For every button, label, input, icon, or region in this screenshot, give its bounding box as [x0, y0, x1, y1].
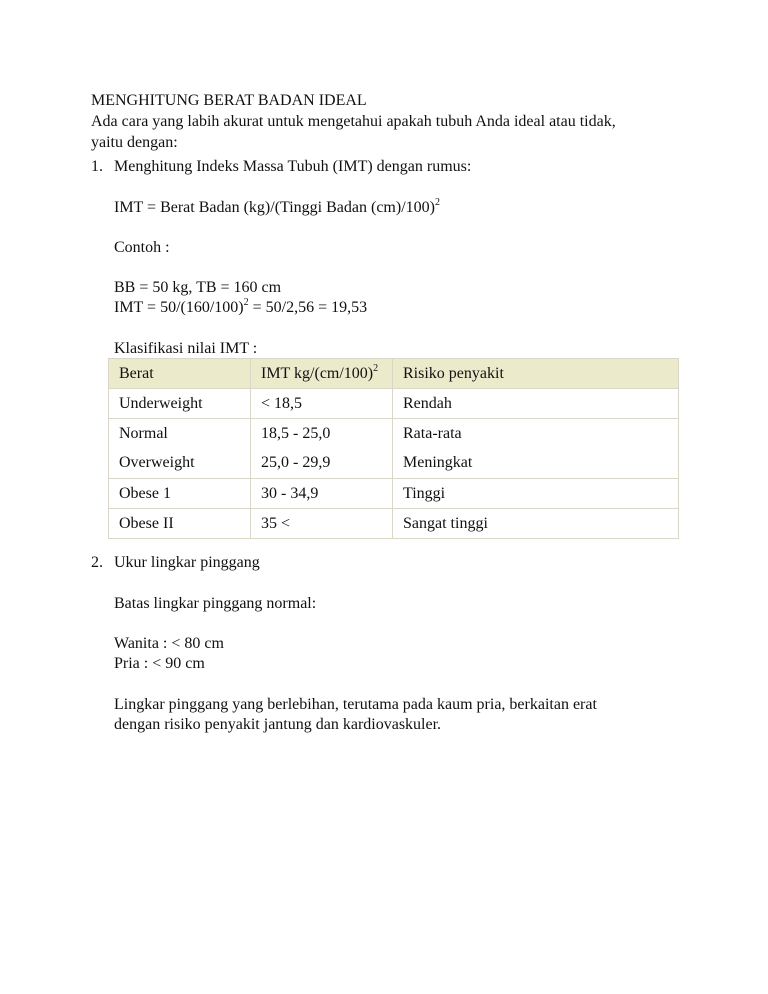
intro-line-2: yaitu dengan: — [91, 134, 178, 151]
table-row — [109, 479, 679, 509]
table-cell: Rata-rata — [393, 419, 679, 449]
table-cell: Underweight — [109, 389, 251, 419]
table-cell: Sangat tinggi — [393, 509, 679, 539]
formula-text: IMT = Berat Badan (kg)/(Tinggi Badan (cm)/100) — [114, 199, 435, 216]
table-cell: Obese II — [109, 509, 251, 539]
table-cell: 25,0 - 29,9 — [251, 449, 393, 479]
list-number-2: 2. — [91, 554, 103, 571]
example-line-1: BB = 50 kg, TB = 160 cm — [114, 279, 282, 296]
imt-classification-table — [108, 358, 679, 539]
classification-label: Klasifikasi nilai IMT : — [114, 340, 258, 357]
example-calc-pre: IMT = 50/(160/100) — [114, 299, 244, 316]
table-cell: Overweight — [109, 449, 251, 479]
example-calc-post: = 50/2,56 = 19,53 — [248, 299, 368, 316]
imt-formula — [114, 198, 440, 218]
table-cell: Tinggi — [393, 479, 679, 509]
example-calc-exponent: 2 — [243, 297, 249, 308]
table-row — [109, 449, 679, 479]
table-header-row — [109, 359, 679, 389]
header-imt — [251, 359, 393, 389]
step2-heading: Ukur lingkar pinggang — [114, 554, 260, 571]
intro-line-1: Ada cara yang labih akurat untuk mengetahui apakah tubuh Anda ideal atau tidak, — [91, 113, 616, 130]
header-imt-text: IMT kg/(cm/100) — [261, 364, 374, 382]
formula-exponent: 2 — [434, 197, 440, 208]
table-cell: < 18,5 — [251, 389, 393, 419]
table-row — [109, 389, 679, 419]
table-cell: 35 < — [251, 509, 393, 539]
table-row — [109, 419, 679, 449]
table-cell: 30 - 34,9 — [251, 479, 393, 509]
table-cell: Meningkat — [393, 449, 679, 479]
waist-note-line-1: Lingkar pinggang yang berlebihan, terutama pada kaum pria, berkaitan erat — [114, 696, 597, 713]
example-label: Contoh : — [114, 239, 170, 256]
header-imt-exponent: 2 — [373, 362, 379, 374]
header-risiko: Risiko penyakit — [393, 359, 679, 389]
waist-note-line-2: dengan risiko penyakit jantung dan kardiovaskuler. — [114, 716, 442, 733]
step1-heading: Menghitung Indeks Massa Tubuh (IMT) dengan rumus: — [114, 158, 472, 175]
page-title: MENGHITUNG BERAT BADAN IDEAL — [91, 92, 367, 109]
header-berat: Berat — [109, 359, 251, 389]
table-cell: Obese 1 — [109, 479, 251, 509]
table-cell: 18,5 - 25,0 — [251, 419, 393, 449]
waist-limit-men: Pria : < 90 cm — [114, 655, 205, 672]
table-cell: Normal — [109, 419, 251, 449]
list-number-1: 1. — [91, 158, 103, 175]
waist-limit-label: Batas lingkar pinggang normal: — [114, 595, 317, 612]
example-line-2 — [114, 298, 367, 318]
table-cell: Rendah — [393, 389, 679, 419]
waist-limit-women: Wanita : < 80 cm — [114, 635, 224, 652]
table-row — [109, 509, 679, 539]
